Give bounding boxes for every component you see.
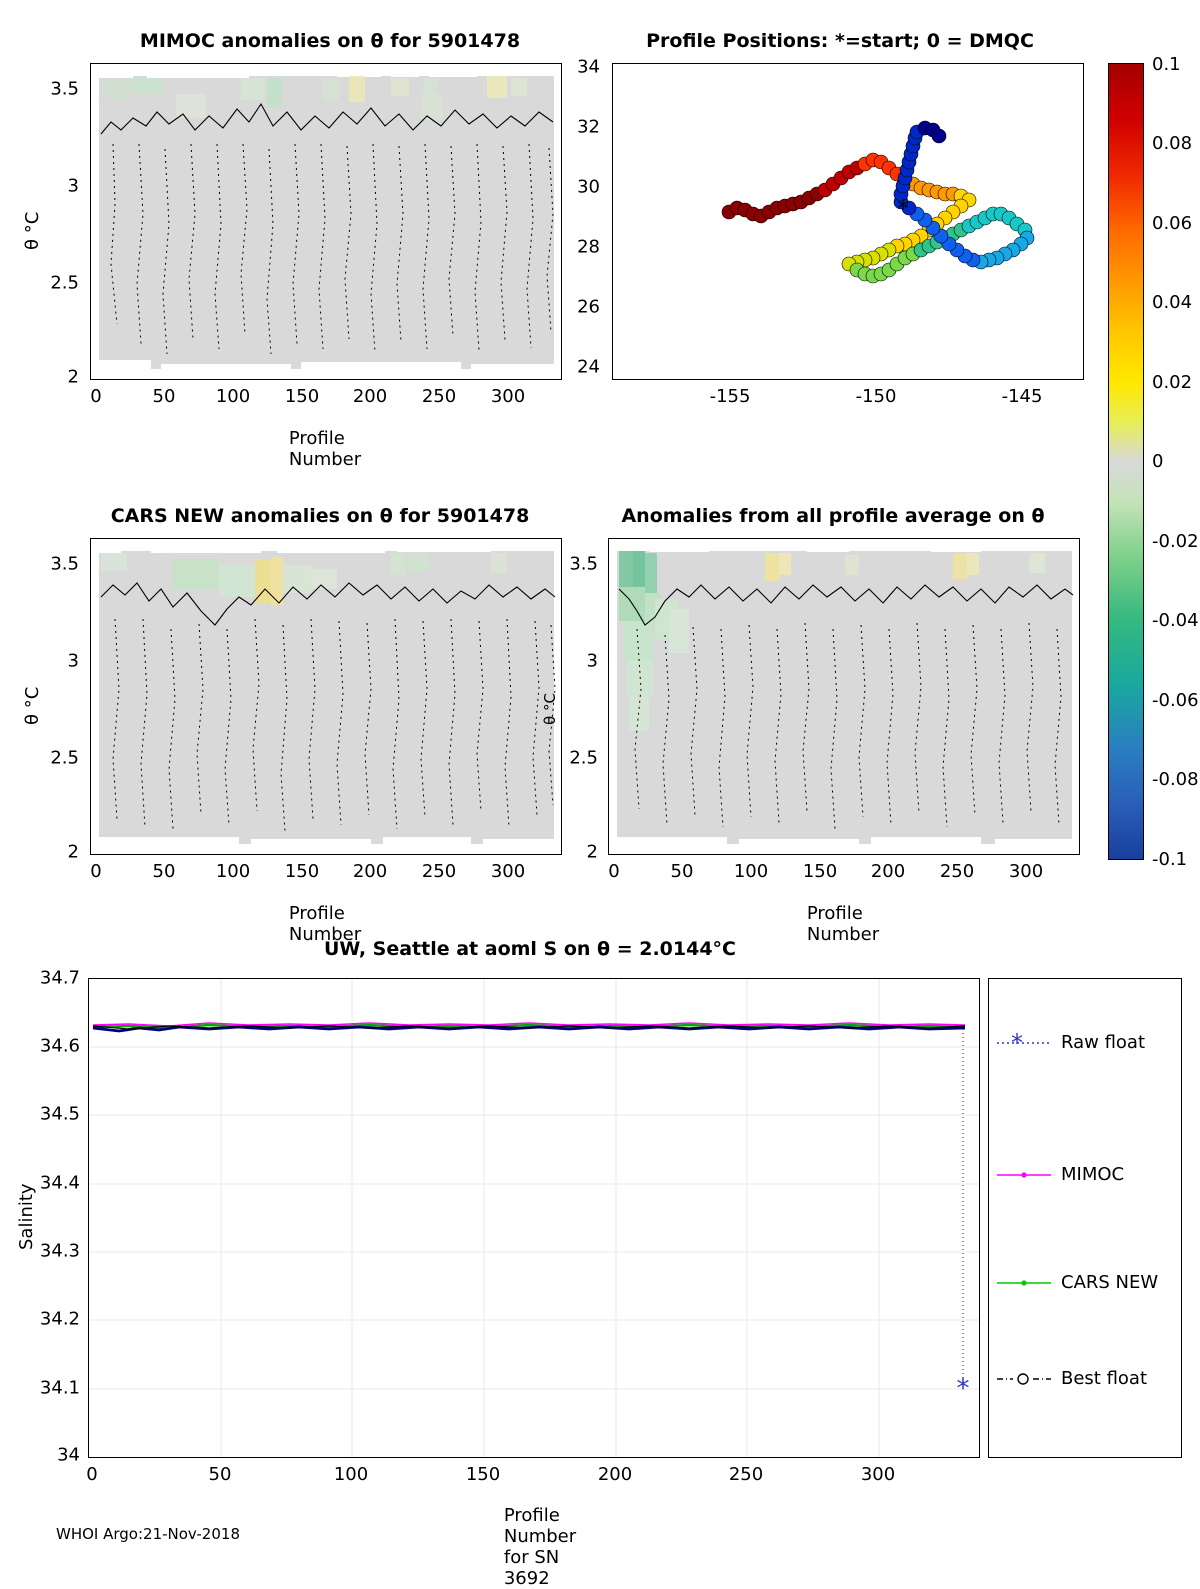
cars-ytick-2: 2 bbox=[67, 841, 79, 863]
cars-ytick-3.5: 3.5 bbox=[50, 553, 79, 575]
salinity-ytick-34.7: 34.7 bbox=[39, 967, 80, 989]
svg-text:*: * bbox=[956, 1374, 970, 1404]
cars-plot-area bbox=[90, 538, 562, 855]
allprof-heatmap bbox=[609, 539, 1079, 854]
salinity-ytick-34.1: 34.1 bbox=[39, 1377, 80, 1399]
salinity-xlabel: Profile Number for SN 3692 bbox=[503, 1505, 577, 1589]
mimoc-xtick-150: 150 bbox=[284, 386, 320, 407]
mimoc-ytick-3: 3 bbox=[67, 175, 79, 197]
mimoc-xlabel: Profile Number bbox=[288, 428, 362, 470]
colorbar-tick--0.08: -0.08 bbox=[1152, 769, 1199, 790]
positions-ytick-26: 26 bbox=[577, 296, 600, 318]
colorbar-tick-0: 0 bbox=[1152, 451, 1164, 472]
legend-label-cars-new: CARS NEW bbox=[1061, 1272, 1159, 1293]
cars-xtick-200: 200 bbox=[352, 861, 388, 882]
cars-title: CARS NEW anomalies on θ for 5901478 bbox=[110, 505, 530, 527]
salinity-ytick-34.2: 34.2 bbox=[39, 1308, 80, 1330]
positions-ytick-24: 24 bbox=[577, 356, 600, 378]
legend-label-raw-float: Raw float bbox=[1061, 1032, 1146, 1053]
allprof-xtick-200: 200 bbox=[870, 861, 906, 882]
allprof-xtick-0: 0 bbox=[608, 861, 620, 882]
cars-xtick-0: 0 bbox=[90, 861, 102, 882]
allprof-ytick-2: 2 bbox=[586, 841, 598, 863]
colorbar-tick--0.04: -0.04 bbox=[1152, 610, 1199, 631]
positions-ytick-32: 32 bbox=[577, 116, 600, 138]
allprof-ylabel: θ °C bbox=[541, 693, 559, 725]
mimoc-xtick-250: 250 bbox=[421, 386, 457, 407]
mimoc-xtick-100: 100 bbox=[215, 386, 251, 407]
salinity-xtick-300: 300 bbox=[860, 1464, 896, 1485]
allprof-ytick-3.5: 3.5 bbox=[569, 553, 598, 575]
mimoc-ytick-2.5: 2.5 bbox=[50, 272, 79, 294]
colorbar-tick--0.1: -0.1 bbox=[1152, 849, 1188, 870]
colorbar-tick-0.04: 0.04 bbox=[1152, 292, 1193, 313]
mimoc-ytick-2: 2 bbox=[67, 366, 79, 388]
legend-label-best-float: Best float bbox=[1061, 1368, 1148, 1389]
svg-text:*: * bbox=[897, 197, 909, 222]
mimoc-ytick-3.5: 3.5 bbox=[50, 78, 79, 100]
allprof-plot-area bbox=[608, 538, 1080, 855]
cars-xtick-250: 250 bbox=[421, 861, 457, 882]
salinity-xtick-0: 0 bbox=[86, 1464, 98, 1485]
cars-ylabel: θ °C bbox=[22, 686, 43, 725]
positions-xtick--150: -150 bbox=[855, 386, 897, 407]
mimoc-xtick-0: 0 bbox=[90, 386, 102, 407]
colorbar-tick-0.02: 0.02 bbox=[1152, 372, 1193, 393]
positions-title: Profile Positions: *=start; 0 = DMQC bbox=[646, 30, 1034, 52]
allprof-xtick-100: 100 bbox=[733, 861, 769, 882]
salinity-ylabel: Salinity bbox=[16, 1183, 37, 1250]
salinity-plot-area bbox=[88, 978, 980, 1458]
allprof-xtick-250: 250 bbox=[939, 861, 975, 882]
allprof-xtick-50: 50 bbox=[670, 861, 694, 882]
colorbar-tick--0.06: -0.06 bbox=[1152, 690, 1199, 711]
cars-xtick-150: 150 bbox=[284, 861, 320, 882]
salinity-xtick-150: 150 bbox=[465, 1464, 501, 1485]
positions-ytick-30: 30 bbox=[577, 176, 600, 198]
positions-plot-area bbox=[612, 63, 1084, 380]
cars-xtick-100: 100 bbox=[215, 861, 251, 882]
salinity-xtick-100: 100 bbox=[333, 1464, 369, 1485]
cars-ytick-2.5: 2.5 bbox=[50, 747, 79, 769]
mimoc-heatmap bbox=[91, 64, 561, 379]
salinity-ytick-34: 34 bbox=[57, 1444, 80, 1466]
positions-ytick-34: 34 bbox=[577, 56, 600, 78]
colorbar-tick-0.08: 0.08 bbox=[1152, 133, 1193, 154]
colorbar-tick--0.02: -0.02 bbox=[1152, 531, 1199, 552]
allprof-ytick-2.5: 2.5 bbox=[569, 747, 598, 769]
cars-xtick-50: 50 bbox=[152, 861, 176, 882]
mimoc-title: MIMOC anomalies on θ for 5901478 bbox=[139, 30, 521, 52]
positions-ytick-28: 28 bbox=[577, 236, 600, 258]
mimoc-xtick-50: 50 bbox=[152, 386, 176, 407]
allprof-ytick-3: 3 bbox=[586, 650, 598, 672]
salinity-ytick-34.6: 34.6 bbox=[39, 1035, 80, 1057]
salinity-ytick-34.4: 34.4 bbox=[39, 1172, 80, 1194]
salinity-series bbox=[89, 979, 979, 1457]
mimoc-xtick-200: 200 bbox=[352, 386, 388, 407]
salinity-title: UW, Seattle at aoml S on θ = 2.0144°C bbox=[323, 938, 737, 960]
positions-scatter bbox=[613, 64, 1083, 379]
legend-label-mimoc: MIMOC bbox=[1061, 1164, 1125, 1185]
positions-xtick--145: -145 bbox=[1001, 386, 1043, 407]
footer-credit: WHOI Argo:21-Nov-2018 bbox=[56, 1525, 240, 1543]
colorbar-tick-0.06: 0.06 bbox=[1152, 213, 1193, 234]
mimoc-xtick-300: 300 bbox=[490, 386, 526, 407]
allprof-xtick-300: 300 bbox=[1008, 861, 1044, 882]
colorbar-tick-0.1: 0.1 bbox=[1152, 54, 1181, 75]
salinity-xtick-200: 200 bbox=[597, 1464, 633, 1485]
positions-xtick--155: -155 bbox=[709, 386, 751, 407]
allprof-xlabel: Profile Number bbox=[806, 903, 880, 945]
colorbar-gradient bbox=[1108, 63, 1144, 860]
svg-text:*: * bbox=[1011, 1029, 1023, 1057]
salinity-ytick-34.3: 34.3 bbox=[39, 1240, 80, 1262]
cars-xtick-300: 300 bbox=[490, 861, 526, 882]
cars-ytick-3: 3 bbox=[67, 650, 79, 672]
mimoc-ylabel: θ °C bbox=[22, 211, 43, 250]
mimoc-plot-area bbox=[90, 63, 562, 380]
salinity-xtick-250: 250 bbox=[728, 1464, 764, 1485]
salinity-ytick-34.5: 34.5 bbox=[39, 1103, 80, 1125]
allprof-xtick-150: 150 bbox=[802, 861, 838, 882]
salinity-xtick-50: 50 bbox=[208, 1464, 232, 1485]
allprof-title: Anomalies from all profile average on θ bbox=[621, 505, 1045, 527]
cars-heatmap bbox=[91, 539, 561, 854]
salinity-legend bbox=[988, 978, 1182, 1458]
cars-xlabel: Profile Number bbox=[288, 903, 362, 945]
